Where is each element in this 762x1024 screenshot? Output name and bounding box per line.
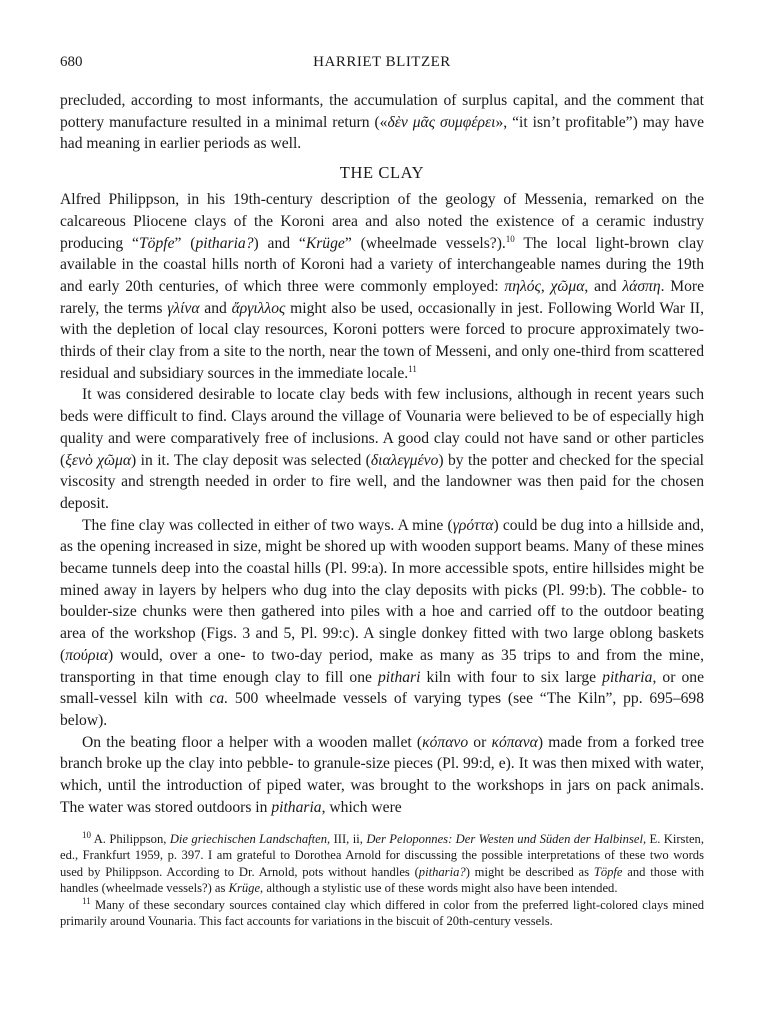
italic-text: Töpfe bbox=[593, 864, 623, 879]
text-run: , and bbox=[584, 277, 623, 295]
text-run: and those with handles (wheelmade vessels?) as bbox=[60, 864, 704, 896]
running-head: HARRIET BLITZER bbox=[313, 54, 451, 70]
italic-text: pitharia bbox=[271, 798, 322, 816]
text-run: On the beating floor a helper with a wooden mallet ( bbox=[82, 733, 423, 751]
text-run: ) could be dug into a hillside and, as the opening increased in size, might be shored up with wooden support beams. Many of these mines became tunnels deep into the coastal hills (Pl. 99:a). In more accessible spots, entire hillsides might be mined away in layers by helpers who dug into the clay deposits with picks (Pl. 99:b). The cobble- to boulder-size chunks were then gathered into piles with a hoe and carried off to the outdoor beating area of the workshop (Figs. 3 and 5, Pl. 99:c). A single donkey fitted with two large oblong baskets ( bbox=[60, 516, 704, 664]
italic-text: Töpfe bbox=[138, 234, 175, 252]
italic-text: κόπανα bbox=[491, 733, 538, 751]
page-number: 680 bbox=[60, 54, 83, 70]
italic-text: Die griechischen Landschaften bbox=[169, 831, 328, 846]
text-run: The local light-brown clay available in the coastal hills north of Koroni had a variety of interchangeable names during the 19th and early 20th centuries, of which three were commonly employed: bbox=[60, 234, 704, 295]
paragraph bbox=[60, 189, 704, 384]
text-run: It was considered desirable to locate clay beds with few inclusions, although in recent years such beds were difficult to find. Clays around the village of Vounaria were believed to be of especially high quality and were comparatively free of inclusions. A good clay could not have sand or other particles ( bbox=[60, 386, 704, 469]
text-run: », “it isn’t profitable”) may have had meaning in earlier periods as well. bbox=[60, 113, 705, 153]
italic-text: Krüge bbox=[305, 234, 345, 252]
footnote bbox=[60, 897, 704, 930]
text-run: , III, ii, bbox=[327, 831, 367, 846]
italic-text: pithari bbox=[377, 668, 421, 686]
page-header bbox=[60, 54, 704, 76]
italic-text: pitharia? bbox=[195, 234, 254, 252]
italic-text: Krüge bbox=[228, 881, 261, 896]
italic-text: διαλεγμένο bbox=[370, 451, 439, 469]
text-run: 500 wheelmade vessels of varying types (see “The Kiln”, pp. 695–698 below). bbox=[60, 690, 705, 729]
italic-text: πηλός bbox=[504, 277, 541, 295]
text-run: ) made from a forked tree branch broke up the clay into pebble- to granule-size pieces (Pl. 99:d, e). It was then mixed with water, which, until the introduction of piped water, was brought to the workshops in jars on pack animals. The water was stored outdoors in bbox=[60, 733, 704, 816]
text-run: , although a stylistic use of these words might also have been intended. bbox=[260, 881, 618, 896]
footnote-ref: 11 bbox=[408, 363, 417, 374]
text-run: , which were bbox=[321, 798, 402, 816]
italic-text: ξενὸ χῶμα bbox=[65, 451, 132, 469]
italic-text: δὲν μᾶς συμφέρει bbox=[387, 113, 496, 131]
text-run: and bbox=[199, 299, 232, 317]
footnotes bbox=[60, 831, 704, 931]
body-text bbox=[60, 90, 704, 819]
paragraph bbox=[60, 384, 704, 514]
italic-text: pitharia? bbox=[418, 864, 466, 879]
footnote-ref: 10 bbox=[82, 829, 91, 840]
text-run: ” (wheelmade vessels?). bbox=[344, 234, 506, 252]
text-run: The fine clay was collected in either of two ways. A mine ( bbox=[82, 516, 453, 534]
text-run: ) by the potter and checked for the special viscosity and strength needed in order to fire well, and the landowner was then paid for the chosen deposit. bbox=[60, 451, 705, 512]
paragraph bbox=[60, 732, 704, 819]
italic-text: ἄργιλλος bbox=[231, 299, 286, 317]
footnote-ref: 10 bbox=[505, 233, 515, 244]
text-run: A. Philippson, bbox=[91, 831, 170, 846]
text-run: or bbox=[468, 733, 492, 751]
italic-text: λάσπη bbox=[622, 277, 661, 295]
section-heading: THE CLAY bbox=[339, 163, 425, 183]
text-run: Alfred Philippson, in his 19th-century description of the geology of Messenia, remarked on the calcareous Pliocene clays of the Koroni area and also noted the existence of a ceramic industry producing “ bbox=[60, 191, 704, 252]
paragraph-continued bbox=[60, 90, 704, 155]
italic-text: ca. bbox=[209, 690, 229, 708]
italic-text: γλίνα bbox=[167, 299, 200, 317]
text-run: ” ( bbox=[174, 234, 196, 252]
footnote-ref: 11 bbox=[82, 895, 91, 906]
italic-text: πούρια bbox=[65, 646, 108, 664]
italic-text: pitharia bbox=[602, 668, 653, 686]
text-run: ) might be described as bbox=[465, 864, 594, 879]
italic-text: γρόττα bbox=[452, 516, 494, 534]
text-run: ) would, over a one- to two-day period, make as many as 35 trips to and from the mine, transporting in that time enough clay to fill one bbox=[60, 646, 704, 686]
text-run: , or one small-vessel kiln with bbox=[60, 668, 704, 708]
italic-text: κόπανο bbox=[422, 733, 469, 751]
italic-text: Der Peloponnes: Der Westen und Süden der Halbinsel bbox=[366, 831, 643, 846]
text-run: ) and “ bbox=[253, 234, 306, 252]
text-run: , E. Kirsten, ed., Frankfurt 1959, p. 397. I am grateful to Dorothea Arnold for discussing the possible interpretations of these two words used by Philippson. According to Dr. Arnold, pots without handles ( bbox=[60, 831, 704, 879]
text-run: ) in it. The clay deposit was selected ( bbox=[131, 451, 371, 469]
text-run: precluded, according to most informants, the accumulation of surplus capital, and the comment that pottery manufacture resulted in a minimal return (« bbox=[60, 92, 704, 131]
paragraph bbox=[60, 515, 704, 732]
italic-text: χῶμα bbox=[550, 277, 585, 295]
footnote bbox=[60, 831, 704, 897]
text-run: . More rarely, the terms bbox=[60, 277, 705, 317]
text-run: kiln with four to six large bbox=[420, 668, 603, 686]
text-run: Many of these secondary sources contained clay which differed in color from the preferred light-colored clays mined primarily around Vounaria. This fact accounts for variations in the biscuit of 20th-century vessels. bbox=[60, 897, 704, 929]
text-run: might also be used, occasionally in jest. Following World War II, with the depletion of local clay resources, Koroni potters were forced to procure approximately two-thirds of their clay from a site to the north, near the town of Messeni, and only one-third from scattered residual and subsidiary sources in the immediate locale. bbox=[60, 299, 704, 382]
text-run: , bbox=[540, 277, 551, 295]
